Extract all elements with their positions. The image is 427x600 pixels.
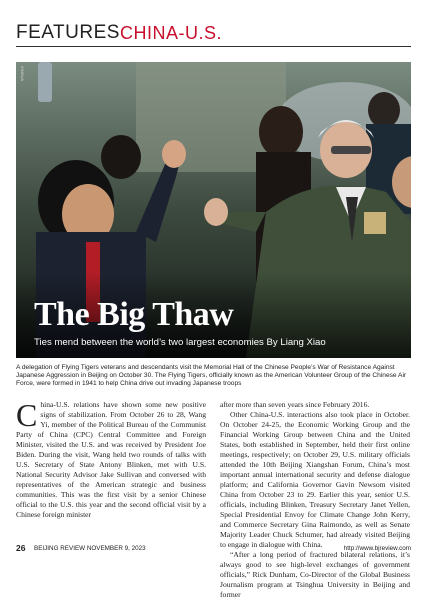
page-number: 26	[16, 543, 26, 553]
section-label: CHINA-U.S.	[120, 23, 223, 43]
paragraph-1: hina-U.S. relations have shown some new positive signs of stabilization. From October 26 to 28, Wang Yi, member of the Political Bureau of the Communist Party of China (CPC) Central Committee and Foreign Minister, visited the U.S. and was received by President Joe Biden. During the visit, Wang held two rounds of talks with U.S. Secretary of State Antony Blinken, met with U.S. National Security Advisor Jake Sullivan and conversed with representatives of the American strategic and business communities. This was the first visit by a senior Chinese official to the U.S. this year and the second official visit by a Chinese foreign minister	[16, 400, 206, 519]
header-rule	[16, 46, 411, 47]
photo-credit: XINHUA	[20, 66, 25, 82]
section-header	[16, 22, 411, 46]
article-title: The Big Thaw	[34, 296, 234, 333]
paragraph-2: Other China-U.S. interactions also took place in October. On October 24-25, the Economic Working Group and the Financial Working Group between China and the United States, both established in September, held their first online meetings, respectively; on October 29, U.S. military officials attended the 10th Beijing Xiangshan Forum, China’s most important annual international security and defense dialogue platform; and California Governor Gavin Newsom visited China from October 23 to 29. Earlier this year, senior U.S. officials, including Blinken, Treasury Secretary Janet Yellen, Special Presidential Envoy for Climate Change John Kerry, and Commerce Secretary Gina Raimondo, as well as Senate Majority Leader Chuck Schumer, had already visited Beijing to engage in dialogue with China.	[220, 410, 410, 549]
paragraph-3: “After a long period of fractured bilateral relations, it’s always good to see high-level exchanges of government officials,” Rick Dunham, Co-Director of the Global Business Journalism program at Tsinghua University in Beijing and former	[220, 550, 410, 599]
photo-caption: A delegation of Flying Tigers veterans and descendants visit the Memorial Hall of the Chinese People’s War of Resistance Against Japanese Aggression in Beijing on October 30. The Flying Tigers, officially known as the American Volunteer Group of the Chinese Air Force, were formed in 1941 to help China drive out invading Japanese troops	[16, 364, 407, 388]
article-subtitle: Ties mend between the world’s two largest economies By Liang Xiao	[34, 337, 326, 348]
website-url[interactable]: http://www.bjreview.com	[343, 545, 411, 552]
lead-photo	[16, 62, 411, 358]
drop-cap: C	[16, 397, 38, 433]
features-label: FEATURES	[16, 22, 120, 43]
page-footer	[16, 542, 411, 554]
article-column-left	[16, 397, 206, 520]
article-column-right	[220, 400, 410, 600]
publication-line: BEIJING REVIEW NOVEMBER 9, 2023	[34, 545, 146, 552]
paragraph-1-continued: after more than seven years since February 2016.	[220, 400, 370, 409]
